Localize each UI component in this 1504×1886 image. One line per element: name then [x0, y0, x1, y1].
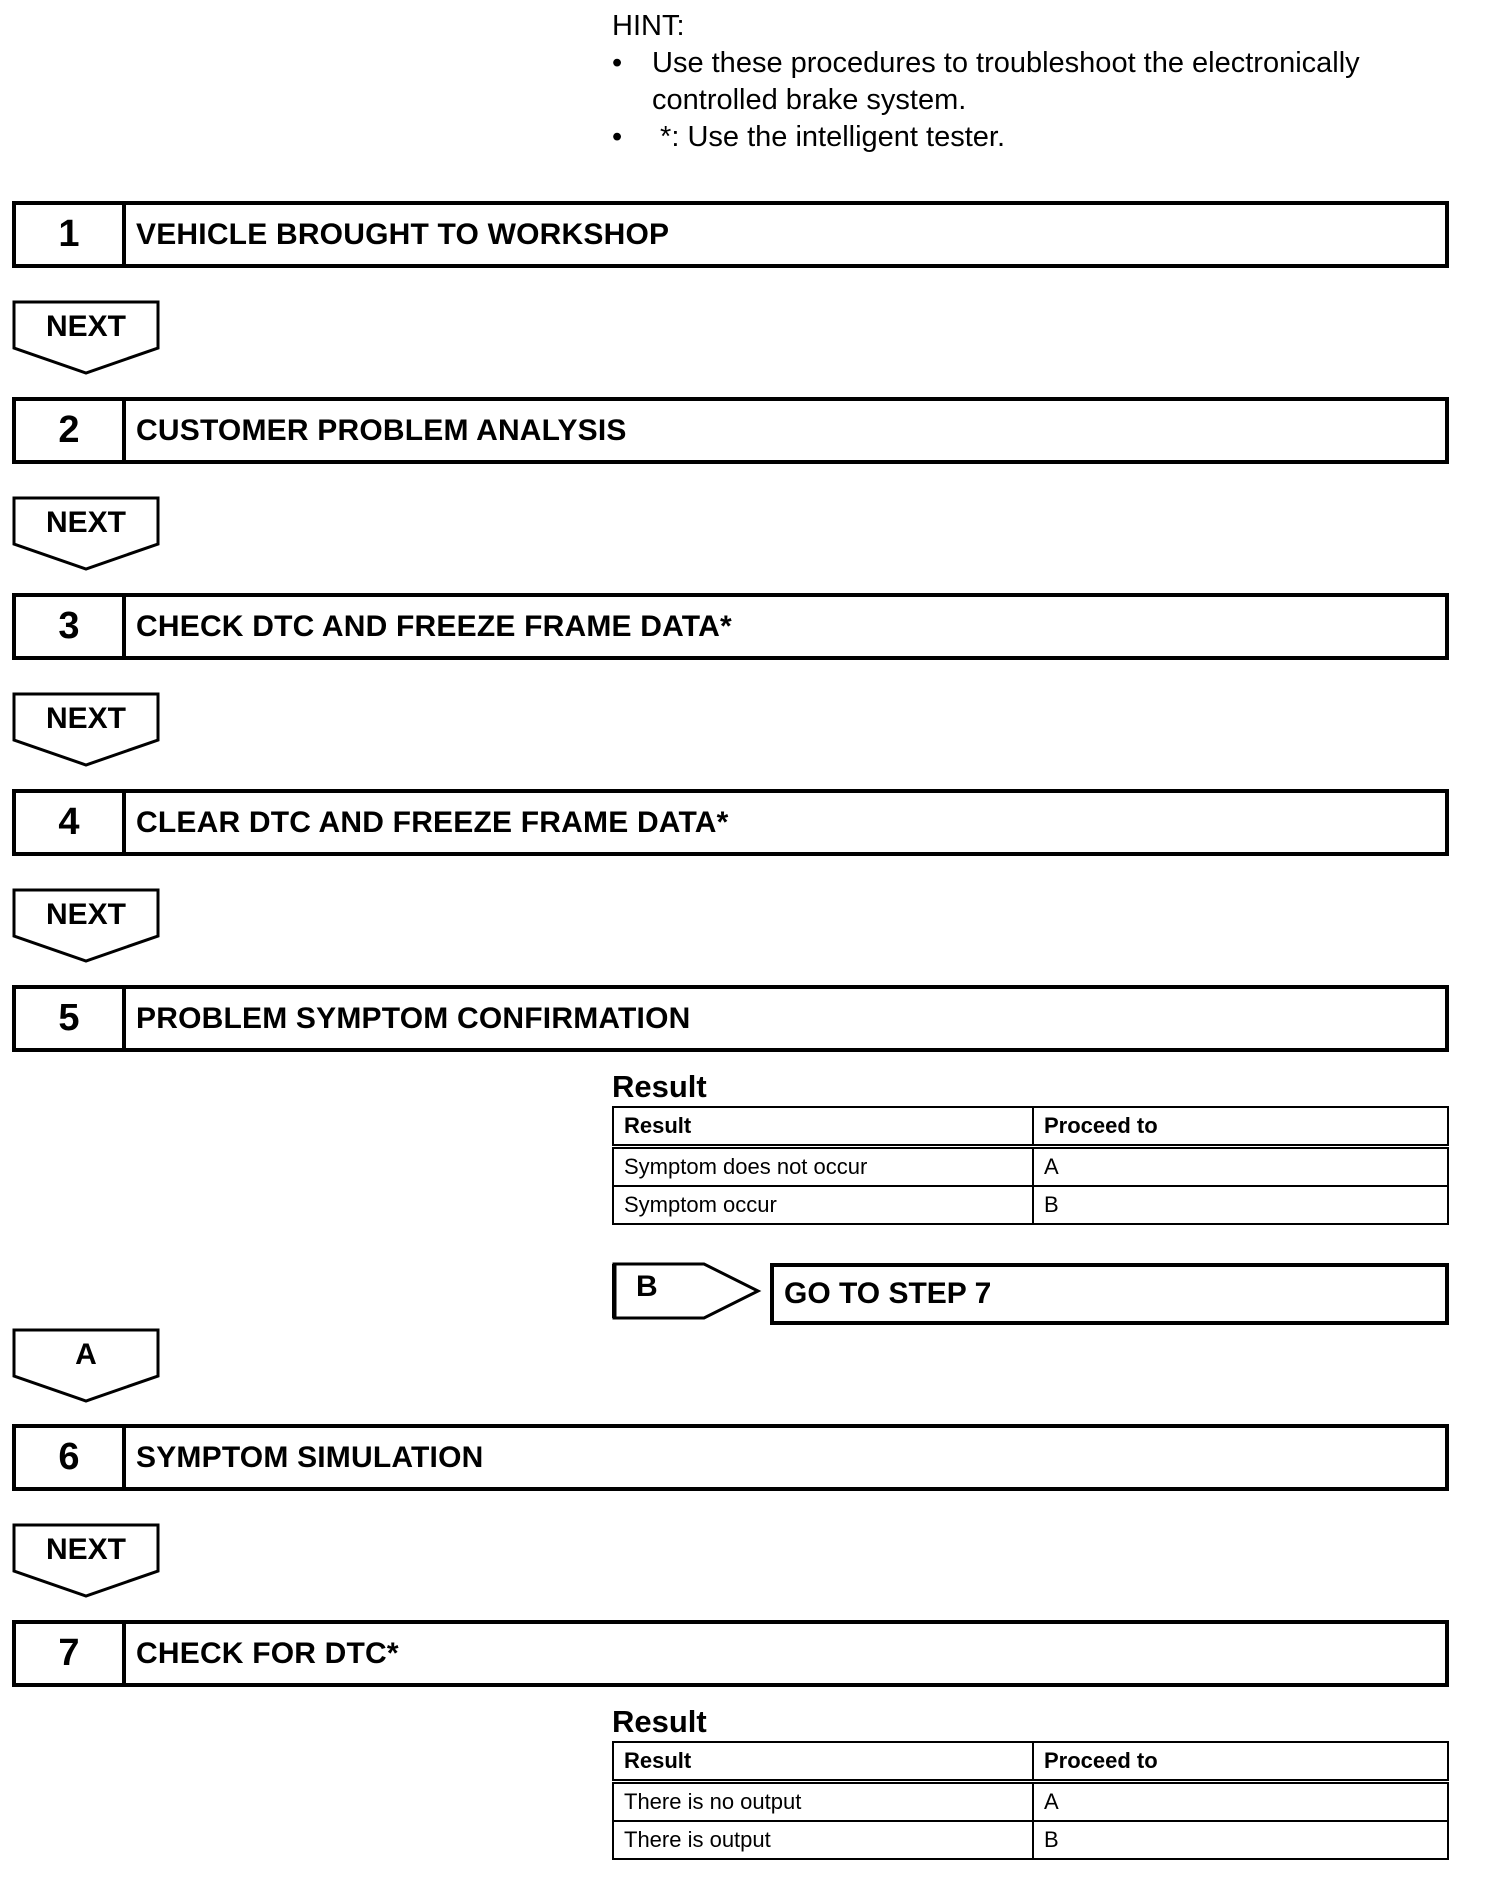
column-header: Proceed to — [1033, 1742, 1448, 1782]
step-5 — [12, 985, 1449, 1052]
next-arrow — [12, 300, 160, 376]
step-3 — [12, 593, 1449, 660]
table-cell: B — [1033, 1186, 1448, 1224]
go-to-step-box: GO TO STEP 7 — [770, 1263, 1449, 1325]
step-4 — [12, 789, 1449, 856]
next-label: NEXT — [45, 898, 126, 931]
table-row — [613, 1821, 1448, 1859]
step-title: PROBLEM SYMPTOM CONFIRMATION — [136, 1001, 691, 1035]
next-arrow — [12, 692, 160, 768]
step-number: 6 — [16, 1428, 126, 1487]
step-title: VEHICLE BROUGHT TO WORKSHOP — [136, 217, 670, 251]
table-cell: There is output — [613, 1821, 1033, 1859]
b-arrow — [612, 1262, 762, 1320]
hint-item — [612, 119, 1472, 156]
next-label: NEXT — [45, 506, 126, 539]
result-table — [612, 1741, 1449, 1860]
b-label: B — [636, 1270, 658, 1303]
table-cell: There is no output — [613, 1782, 1033, 1822]
next-arrow — [12, 888, 160, 964]
step-number: 7 — [16, 1624, 126, 1683]
result-heading: Result — [612, 1069, 707, 1104]
step-title: CHECK DTC AND FREEZE FRAME DATA* — [136, 609, 732, 643]
table-cell: Symptom does not occur — [613, 1147, 1033, 1187]
step-number: 4 — [16, 793, 126, 852]
bullet-icon: • — [612, 47, 623, 79]
step-title: CHECK FOR DTC* — [136, 1636, 399, 1670]
next-arrow — [12, 496, 160, 572]
next-label: NEXT — [45, 1533, 126, 1566]
step-title: CLEAR DTC AND FREEZE FRAME DATA* — [136, 805, 729, 839]
a-label: A — [75, 1338, 97, 1371]
next-label: NEXT — [45, 310, 126, 343]
table-header-row — [613, 1107, 1448, 1147]
step-number: 1 — [16, 205, 126, 264]
result-table — [612, 1106, 1449, 1225]
column-header: Proceed to — [1033, 1107, 1448, 1147]
next-label: NEXT — [45, 702, 126, 735]
step-6 — [12, 1424, 1449, 1491]
right-arrow-icon — [612, 1262, 762, 1320]
table-cell: B — [1033, 1821, 1448, 1859]
table-header-row — [613, 1742, 1448, 1782]
hint-item-text: Use these procedures to troubleshoot the electronically controlled brake system. — [652, 47, 1360, 116]
column-header: Result — [613, 1107, 1033, 1147]
step-number: 5 — [16, 989, 126, 1048]
table-cell: Symptom occur — [613, 1186, 1033, 1224]
step-2 — [12, 397, 1449, 464]
result-heading: Result — [612, 1704, 707, 1739]
step-title: SYMPTOM SIMULATION — [136, 1440, 484, 1474]
step-1 — [12, 201, 1449, 268]
column-header: Result — [613, 1742, 1033, 1782]
bullet-icon: • — [612, 121, 623, 153]
hint-block — [612, 8, 1472, 156]
hint-item — [612, 45, 1472, 119]
table-row — [613, 1186, 1448, 1224]
next-arrow — [12, 1523, 160, 1599]
step-title: CUSTOMER PROBLEM ANALYSIS — [136, 413, 627, 447]
table-row — [613, 1782, 1448, 1822]
step-number: 3 — [16, 597, 126, 656]
table-cell: A — [1033, 1782, 1448, 1822]
table-cell: A — [1033, 1147, 1448, 1187]
a-arrow — [12, 1328, 160, 1404]
hint-title: HINT: — [612, 10, 685, 42]
step-7 — [12, 1620, 1449, 1687]
hint-item-text: *: Use the intelligent tester. — [652, 121, 1006, 153]
table-row — [613, 1147, 1448, 1187]
step-number: 2 — [16, 401, 126, 460]
